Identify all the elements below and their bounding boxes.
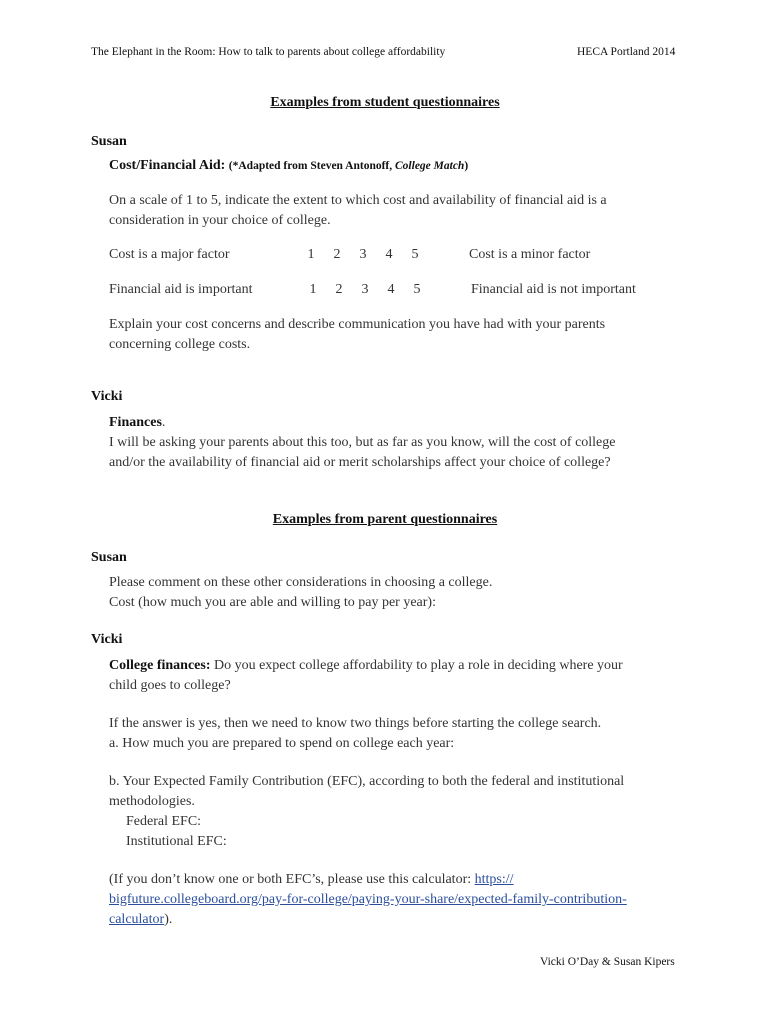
efc-calculator-link-part2[interactable]: bigfuture.collegeboard.org/pay-for-college/paying-your-share/expected-family-contribution- (109, 892, 627, 907)
scale-intro: On a scale of 1 to 5, indicate the extent to which cost and availability of financial aid is a consideration in your choice of college. (109, 193, 607, 228)
student-susan-name: Susan (91, 134, 127, 149)
parent-section-title: Examples from parent questionnaires (272, 512, 498, 527)
parent-susan-name: Susan (91, 550, 127, 565)
scale-row-aid-numbers: 1 2 3 4 5 (309, 282, 421, 297)
institutional-efc-label: Institutional EFC: (126, 834, 227, 849)
efc-block: b. Your Expected Family Contribution (EFC), according to both the federal and institutional methodologies. Federal EFC: Institutional EFC: (109, 772, 624, 852)
student-vicki-name: Vicki (91, 389, 123, 404)
if-yes-block: If the answer is yes, then we need to know two things before starting the college search. a. How much you are prepared to spend on college each year: (109, 716, 602, 751)
scale-row-cost-numbers: 1 2 3 4 5 (307, 247, 419, 262)
scale-row-aid-right: Financial aid is not important (471, 282, 636, 297)
finances-heading: Finances (109, 415, 162, 430)
efc-calculator-note: (If you don’t know one or both EFC’s, please use this calculator: https:// bigfuture.collegeboard.org/pay-for-college/paying-your-share/expected-family-contribution- calculator). (109, 872, 627, 927)
college-finances-question: College finances: Do you expect college affordability to play a role in deciding where your child goes to college? (109, 658, 623, 693)
parent-vicki-name: Vicki (91, 632, 123, 647)
footer-authors: Vicki O’Day & Susan Kipers (540, 956, 675, 968)
college-finances-heading: College finances: (109, 658, 211, 673)
header-left: The Elephant in the Room: How to talk to parents about college affordability (91, 46, 446, 58)
explain-cost-concerns: Explain your cost concerns and describe communication you have had with your parents concerning college costs. (109, 317, 606, 352)
vicki-finances-block: Finances. I will be asking your parents about this too, but as far as you know, will the cost of college and/or the availability of financial aid or merit scholarships affect your choice of college? (109, 415, 616, 470)
cost-heading-bold: Cost/Financial Aid: (109, 158, 226, 173)
efc-calculator-link-part1[interactable]: https:// (474, 872, 514, 887)
header-right: HECA Portland 2014 (577, 46, 676, 58)
scale-row-aid-left: Financial aid is important (109, 282, 253, 297)
federal-efc-label: Federal EFC: (126, 814, 202, 829)
efc-calculator-link-part3[interactable]: calculator (109, 912, 165, 927)
scale-row-cost-right: Cost is a minor factor (469, 247, 591, 262)
scale-row-cost-left: Cost is a major factor (109, 247, 230, 262)
parent-susan-questions: Please comment on these other considerations in choosing a college. Cost (how much you are able and willing to pay per year): (109, 575, 493, 610)
cost-financial-aid-heading (109, 156, 468, 176)
student-section-title: Examples from student questionnaires (270, 95, 500, 110)
adapted-note: (*Adapted from Steven Antonoff, College Match) (228, 160, 469, 172)
